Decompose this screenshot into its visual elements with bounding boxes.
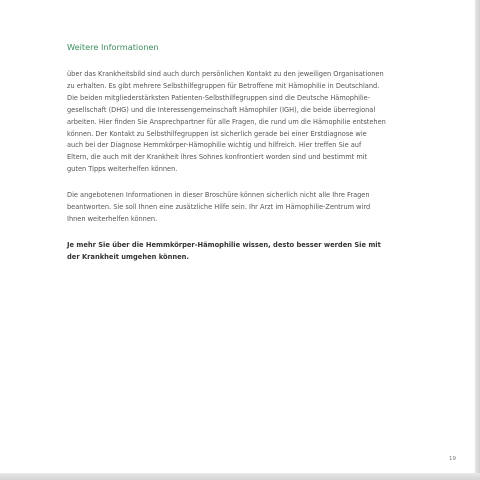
text-line: zu erhalten. Es gibt mehrere Selbsthilfegruppen für Betroffene mit Hämophilie in Deutschland. bbox=[67, 81, 380, 90]
text-line: Ihnen weiterhelfen können. bbox=[67, 214, 158, 223]
section-heading: Weitere Informationen bbox=[67, 42, 159, 52]
text-line: Die angebotenen Informationen in dieser Broschüre können sicherlich nicht alle Ihre Fragen bbox=[67, 191, 370, 200]
text-line: guten Tipps weiterhelfen können. bbox=[67, 165, 178, 174]
text-line: beantworten. Sie soll Ihnen eine zusätzliche Hilfe sein. Ihr Arzt im Hämophilie-Zentrum wird bbox=[67, 203, 371, 212]
text-line: Die beiden mitgliederstärksten Patienten-Selbsthilfegruppen sind die Deutsche Hämophilie- bbox=[67, 93, 371, 102]
text-line: können. Der Kontakt zu Selbsthilfegruppen ist sicherlich gerade bei einer Erstdiagnose wie bbox=[67, 129, 367, 138]
text-line: auch bei der Diagnose Hemmkörper-Hämophilie wichtig und hilfreich. Hier treffen Sie auf bbox=[67, 141, 362, 150]
text-line: über das Krankheitsbild sind auch durch persönlichen Kontakt zu den jeweiligen Organisationen bbox=[67, 70, 384, 78]
page-edge-bottom bbox=[0, 473, 480, 480]
paragraph-support-groups bbox=[67, 69, 397, 176]
body-text bbox=[67, 69, 397, 278]
paragraph-closing-emphasis bbox=[67, 240, 397, 264]
page-edge-right bbox=[475, 0, 480, 480]
text-line: der Krankheit umgehen können. bbox=[67, 252, 189, 261]
paragraph-brochure-info bbox=[67, 190, 397, 226]
page-number: 19 bbox=[449, 456, 456, 462]
text-line: arbeiten. Hier finden Sie Ansprechpartner für alle Fragen, die rund um die Hämophilie entstehen bbox=[67, 117, 386, 126]
text-line: Eltern, die auch mit der Krankheit ihres Sohnes konfrontiert worden sind und bestimmt mit bbox=[67, 153, 368, 162]
text-line: gesellschaft (DHG) und die Interessengemeinschaft Hämophiler (IGH), die beide überregional bbox=[67, 105, 376, 114]
text-line: Je mehr Sie über die Hemmkörper-Hämophilie wissen, desto besser werden Sie mit bbox=[67, 240, 381, 249]
